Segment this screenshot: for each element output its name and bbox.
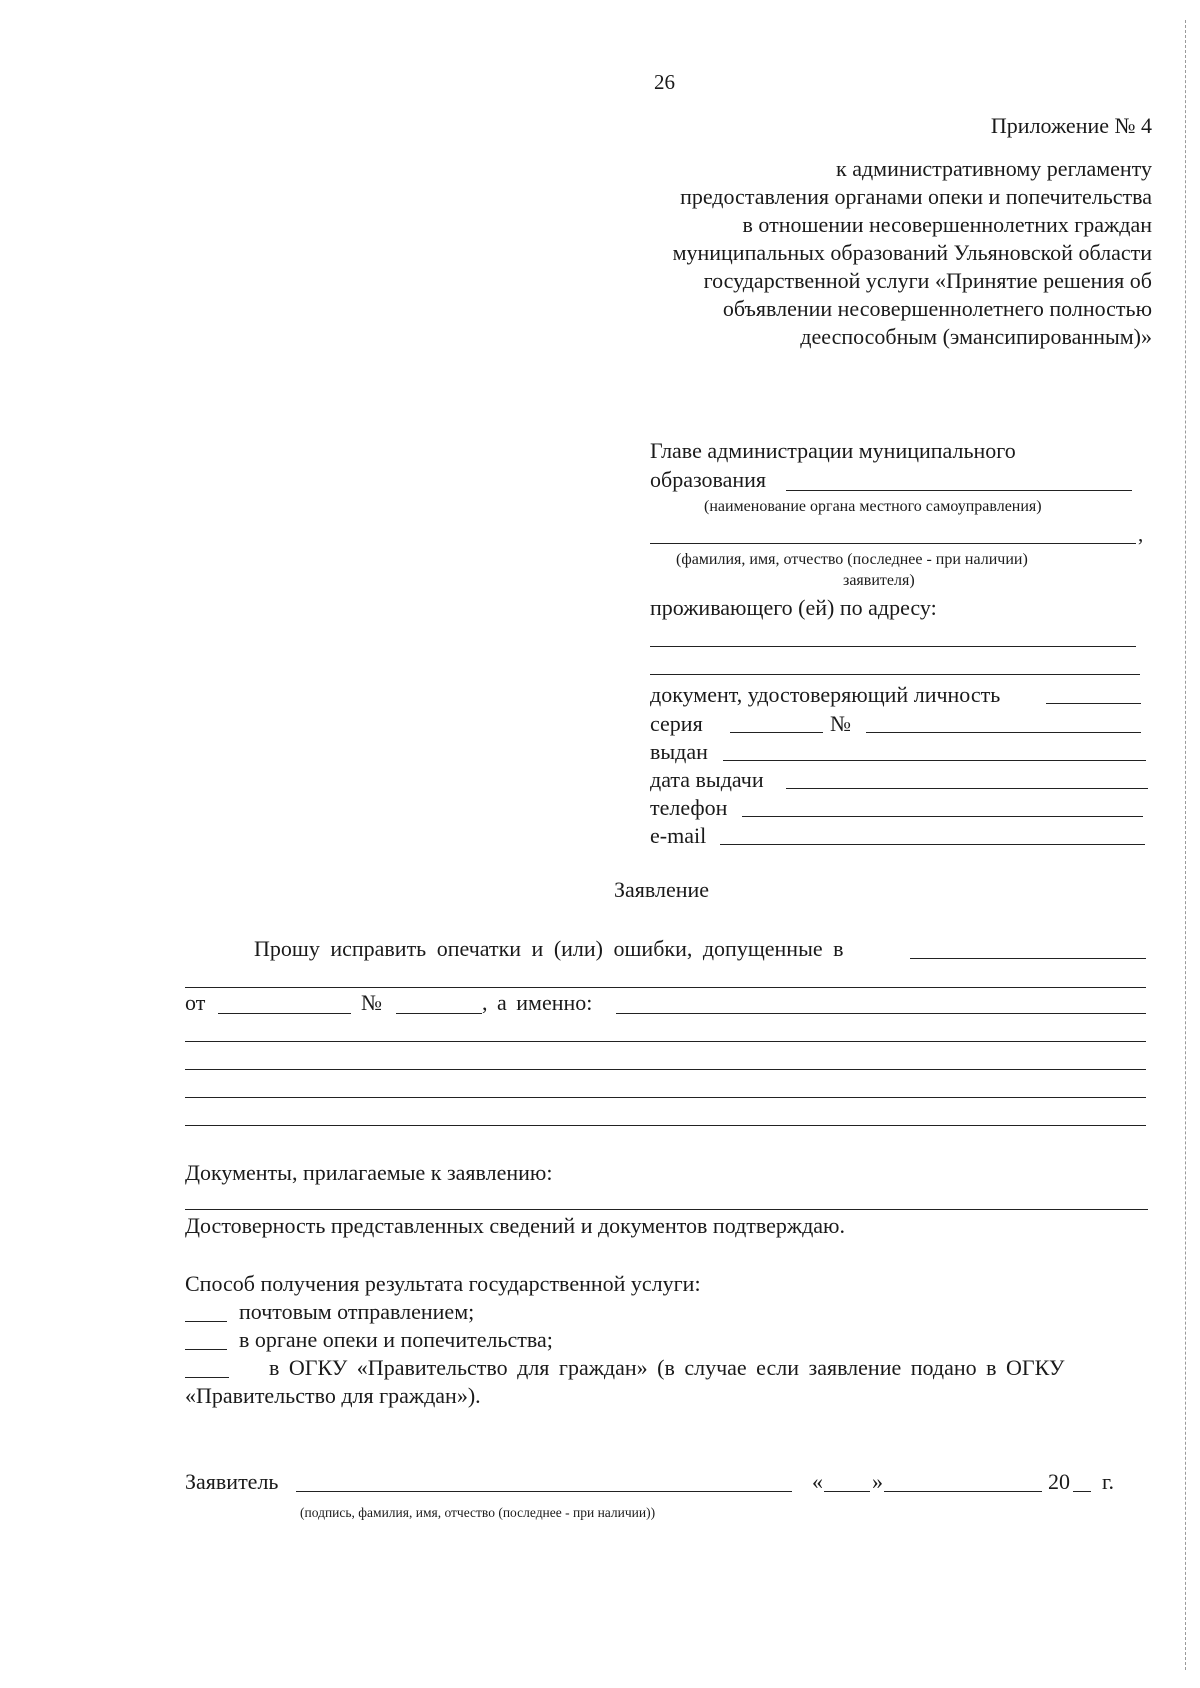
receipt-option-3: в ОГКУ «Правительство для граждан» (в случае если заявление подано в ОГКУ <box>269 1355 1065 1380</box>
appendix-line: объявлении несовершеннолетнего полностью <box>722 296 1152 321</box>
appendix-line: дееспособным (эмансипированным)» <box>800 324 1152 349</box>
from-label: от <box>185 990 206 1015</box>
confirmation-text: Достоверность представленных сведений и документов подтверждаю. <box>185 1213 845 1238</box>
date-field[interactable] <box>218 1013 351 1014</box>
details-field-4[interactable] <box>185 1125 1146 1126</box>
details-field-2[interactable] <box>185 1069 1146 1070</box>
receipt-option-2-checkbox[interactable] <box>185 1349 227 1350</box>
residing-label: проживающего (ей) по адресу: <box>650 595 937 620</box>
details-field-3[interactable] <box>185 1097 1146 1098</box>
receipt-option-3-checkbox[interactable] <box>185 1377 229 1378</box>
scan-edge-line <box>1185 20 1186 1670</box>
attached-documents-label: Документы, прилагаемые к заявлению: <box>185 1160 553 1185</box>
issue-date-label: дата выдачи <box>650 767 764 792</box>
quote-open: « <box>812 1469 823 1494</box>
day-field[interactable] <box>824 1491 870 1492</box>
namely-label: , а именно: <box>482 990 593 1015</box>
quote-close: » <box>872 1469 883 1494</box>
month-field[interactable] <box>884 1491 1042 1492</box>
fio-hint-1: (фамилия, имя, отчество (последнее - при наличии) <box>676 551 1028 568</box>
appendix-title: Приложение № 4 <box>990 113 1152 138</box>
identity-doc-field[interactable] <box>1046 703 1141 704</box>
series-label: серия <box>650 711 703 736</box>
doc-number-label: № <box>830 711 851 736</box>
appendix-line: государственной услуги «Принятие решения об <box>703 268 1152 293</box>
fio-hint-2: заявителя) <box>843 572 915 589</box>
phone-field[interactable] <box>742 816 1143 817</box>
appendix-line: предоставления органами опеки и попечительства <box>680 184 1152 209</box>
municipality-field[interactable] <box>786 490 1132 491</box>
statement-number-field[interactable] <box>396 1013 482 1014</box>
doc-number-field[interactable] <box>866 732 1141 733</box>
email-label: e-mail <box>650 823 707 848</box>
receipt-option-2: в органе опеки и попечительства; <box>239 1327 553 1352</box>
appendix-line: муниципальных образований Ульяновской области <box>672 240 1152 265</box>
year-field[interactable] <box>1073 1491 1091 1492</box>
page-number: 26 <box>654 70 675 94</box>
appendix-line: в отношении несовершеннолетних граждан <box>742 212 1152 237</box>
applicant-signature-field[interactable] <box>296 1491 792 1492</box>
receipt-option-1-checkbox[interactable] <box>185 1321 227 1322</box>
phone-label: телефон <box>650 795 728 820</box>
receipt-title: Способ получения результата государственной услуги: <box>185 1271 701 1296</box>
receipt-option-1: почтовым отправлением; <box>239 1299 475 1324</box>
issue-date-field[interactable] <box>786 788 1148 789</box>
email-field[interactable] <box>720 844 1145 845</box>
statement-heading: Заявление <box>614 877 710 902</box>
comma: , <box>1138 522 1144 546</box>
namely-field[interactable] <box>616 1013 1146 1014</box>
addressee-line-1: Главе администрации муниципального <box>650 438 1016 463</box>
series-field[interactable] <box>730 732 823 733</box>
issued-label: выдан <box>650 739 708 764</box>
signature-hint: (подпись, фамилия, имя, отчество (последнее - при наличии)) <box>300 1505 656 1520</box>
appendix-line: к административному регламенту <box>836 156 1152 181</box>
issued-field[interactable] <box>723 760 1146 761</box>
request-field-1[interactable] <box>910 958 1146 959</box>
year-suffix: г. <box>1102 1469 1115 1494</box>
year-prefix: 20 <box>1048 1469 1070 1494</box>
org-name-hint: (наименование органа местного самоуправления) <box>704 498 1042 515</box>
statement-number-label: № <box>361 990 382 1015</box>
applicant-label: Заявитель <box>185 1469 279 1494</box>
address-field-2[interactable] <box>650 674 1140 675</box>
address-field-1[interactable] <box>650 646 1136 647</box>
request-field-2[interactable] <box>185 987 1146 988</box>
details-field-1[interactable] <box>185 1041 1146 1042</box>
applicant-name-field[interactable] <box>650 543 1136 544</box>
identity-doc-label: документ, удостоверяющий личность <box>650 682 1001 707</box>
request-text: Прошу исправить опечатки и (или) ошибки, допущенные в <box>254 936 844 961</box>
receipt-option-3-cont: «Правительство для граждан»). <box>185 1383 481 1408</box>
attached-documents-field[interactable] <box>185 1209 1148 1210</box>
addressee-line-2: образования <box>650 467 767 492</box>
